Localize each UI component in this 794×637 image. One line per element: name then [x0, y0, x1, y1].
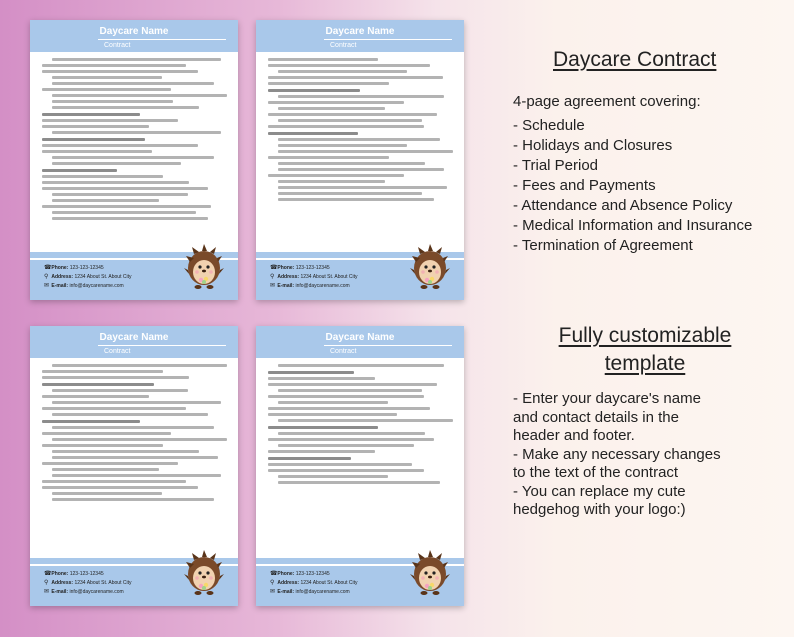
text-line [268, 438, 434, 441]
text-line [42, 407, 186, 410]
text-line [52, 82, 214, 85]
text-line [278, 364, 444, 367]
email-icon: ✉ [270, 283, 276, 289]
list-item: - Holidays and Closures [513, 137, 673, 154]
text-line [52, 156, 214, 159]
hedgehog-icon [184, 244, 224, 290]
text-line [268, 377, 375, 380]
text-line [278, 119, 422, 122]
text-line [278, 389, 422, 392]
list-item: - Medical Information and Insurance [513, 217, 753, 234]
text-line [268, 125, 424, 128]
text-line [268, 395, 424, 398]
coverage-subtitle: 4-page agreement covering: [513, 93, 701, 110]
text-line [268, 58, 378, 61]
email-icon: ✉ [44, 283, 50, 289]
customizable-title: Fully customizable template [558, 324, 732, 375]
text-line [42, 169, 117, 172]
text-line [268, 371, 354, 374]
contract-page-4 [256, 326, 464, 606]
product-title: Daycare Contract [553, 48, 717, 71]
text-line [52, 456, 218, 459]
page-body [30, 52, 238, 252]
text-line [42, 70, 198, 73]
text-line [42, 88, 171, 91]
page-body [256, 52, 464, 252]
text-line [42, 444, 163, 447]
location-pin-icon: ⚲ [44, 274, 49, 280]
text-line [268, 463, 412, 466]
text-line [278, 162, 425, 165]
text-line [268, 101, 404, 104]
text-line [278, 144, 407, 147]
hedgehog-icon [410, 244, 450, 290]
page-header [256, 20, 464, 52]
text-line [42, 432, 171, 435]
contract-page-1 [30, 20, 238, 300]
hedgehog-icon [184, 550, 224, 596]
text-line [278, 138, 440, 141]
text-line [52, 106, 199, 109]
text-line [278, 180, 385, 183]
phone-icon: ☎ [44, 265, 52, 271]
page-footer: ☎ Phone: 123-123-12345 ⚲ Address: 1234 About St. About City ✉ E-mail: info@daycarename.com [30, 558, 238, 606]
location-pin-icon: ⚲ [270, 580, 275, 586]
header-subtitle: Contract [330, 348, 357, 355]
hedgehog-icon [410, 550, 450, 596]
text-line [42, 175, 163, 178]
text-line [52, 498, 214, 501]
text-line [42, 376, 189, 379]
text-line [52, 389, 188, 392]
text-line [268, 413, 397, 416]
contract-page-3 [30, 326, 238, 606]
text-line [52, 100, 173, 103]
text-line [278, 95, 444, 98]
text-line [42, 486, 198, 489]
email-icon: ✉ [44, 589, 50, 595]
daycare-name: Daycare Name [325, 26, 395, 37]
list-item: - Attendance and Absence Policy [513, 197, 733, 214]
text-line [278, 198, 434, 201]
text-line [278, 401, 388, 404]
text-line [52, 468, 159, 471]
text-line [268, 156, 389, 159]
text-line [42, 187, 208, 190]
text-line [268, 469, 424, 472]
text-line [278, 168, 444, 171]
header-subtitle: Contract [104, 348, 131, 355]
page-footer: ☎ Phone: 123-123-12345 ⚲ Address: 1234 About St. About City ✉ E-mail: info@daycarename.com [30, 252, 238, 300]
text-line [42, 395, 149, 398]
text-line [268, 76, 443, 79]
email-icon: ✉ [270, 589, 276, 595]
text-line [52, 438, 227, 441]
text-line [278, 481, 440, 484]
text-line [42, 144, 198, 147]
customization-description: - Enter your daycare's name and contact details in the header and footer. - Make any necessary changes to the text of the contract - You can replace my cute hedgehog with your logo:) [513, 390, 721, 518]
text-line [52, 199, 159, 202]
text-line [42, 150, 152, 153]
text-line [42, 181, 189, 184]
text-line [52, 413, 208, 416]
page-footer: ☎ Phone: 123-123-12345 ⚲ Address: 1234 About St. About City ✉ E-mail: info@daycarename.com [256, 252, 464, 300]
text-line [52, 58, 221, 61]
coverage-list [513, 116, 752, 256]
page-body [256, 358, 464, 558]
text-line [268, 450, 375, 453]
page-header [30, 326, 238, 358]
text-line [42, 462, 178, 465]
text-line [278, 419, 453, 422]
text-line [42, 205, 211, 208]
text-line [268, 64, 430, 67]
text-line [52, 193, 188, 196]
list-item: - Fees and Payments [513, 177, 656, 194]
text-line [52, 474, 221, 477]
page-body [30, 358, 238, 558]
text-line [42, 64, 186, 67]
text-line [278, 150, 453, 153]
text-line [268, 89, 360, 92]
text-line [268, 457, 351, 460]
text-line [268, 383, 437, 386]
header-subtitle: Contract [104, 42, 131, 49]
text-line [278, 192, 422, 195]
text-line [42, 113, 140, 116]
text-line [42, 480, 186, 483]
text-line [52, 162, 181, 165]
text-line [42, 383, 154, 386]
text-line [278, 432, 425, 435]
text-line [52, 76, 162, 79]
page-header [30, 20, 238, 52]
page-footer: ☎ Phone: 123-123-12345 ⚲ Address: 1234 About St. About City ✉ E-mail: info@daycarename.com [256, 558, 464, 606]
text-line [52, 492, 162, 495]
daycare-name: Daycare Name [325, 332, 395, 343]
text-line [278, 107, 385, 110]
text-line [268, 426, 378, 429]
text-line [42, 420, 140, 423]
text-line [52, 131, 221, 134]
text-line [42, 119, 178, 122]
text-line [268, 174, 404, 177]
text-line [52, 450, 199, 453]
text-line [278, 444, 414, 447]
location-pin-icon: ⚲ [270, 274, 275, 280]
location-pin-icon: ⚲ [44, 580, 49, 586]
list-item: - Trial Period [513, 157, 599, 174]
text-line [268, 407, 430, 410]
text-line [52, 401, 221, 404]
text-line [268, 132, 358, 135]
text-line [52, 94, 227, 97]
daycare-name: Daycare Name [99, 332, 169, 343]
page-header [256, 326, 464, 358]
phone-icon: ☎ [270, 571, 278, 577]
text-line [42, 370, 163, 373]
text-line [42, 138, 145, 141]
text-line [278, 475, 388, 478]
phone-icon: ☎ [44, 571, 52, 577]
contract-page-2 [256, 20, 464, 300]
list-item: - Schedule [513, 117, 585, 134]
text-line [52, 217, 208, 220]
daycare-name: Daycare Name [99, 26, 169, 37]
phone-icon: ☎ [270, 265, 278, 271]
text-line [42, 125, 149, 128]
text-line [52, 426, 214, 429]
text-line [278, 70, 407, 73]
text-line [52, 364, 227, 367]
text-line [268, 82, 389, 85]
text-line [268, 113, 437, 116]
header-subtitle: Contract [330, 42, 357, 49]
text-line [278, 186, 447, 189]
text-line [52, 211, 196, 214]
list-item: - Termination of Agreement [513, 237, 693, 254]
